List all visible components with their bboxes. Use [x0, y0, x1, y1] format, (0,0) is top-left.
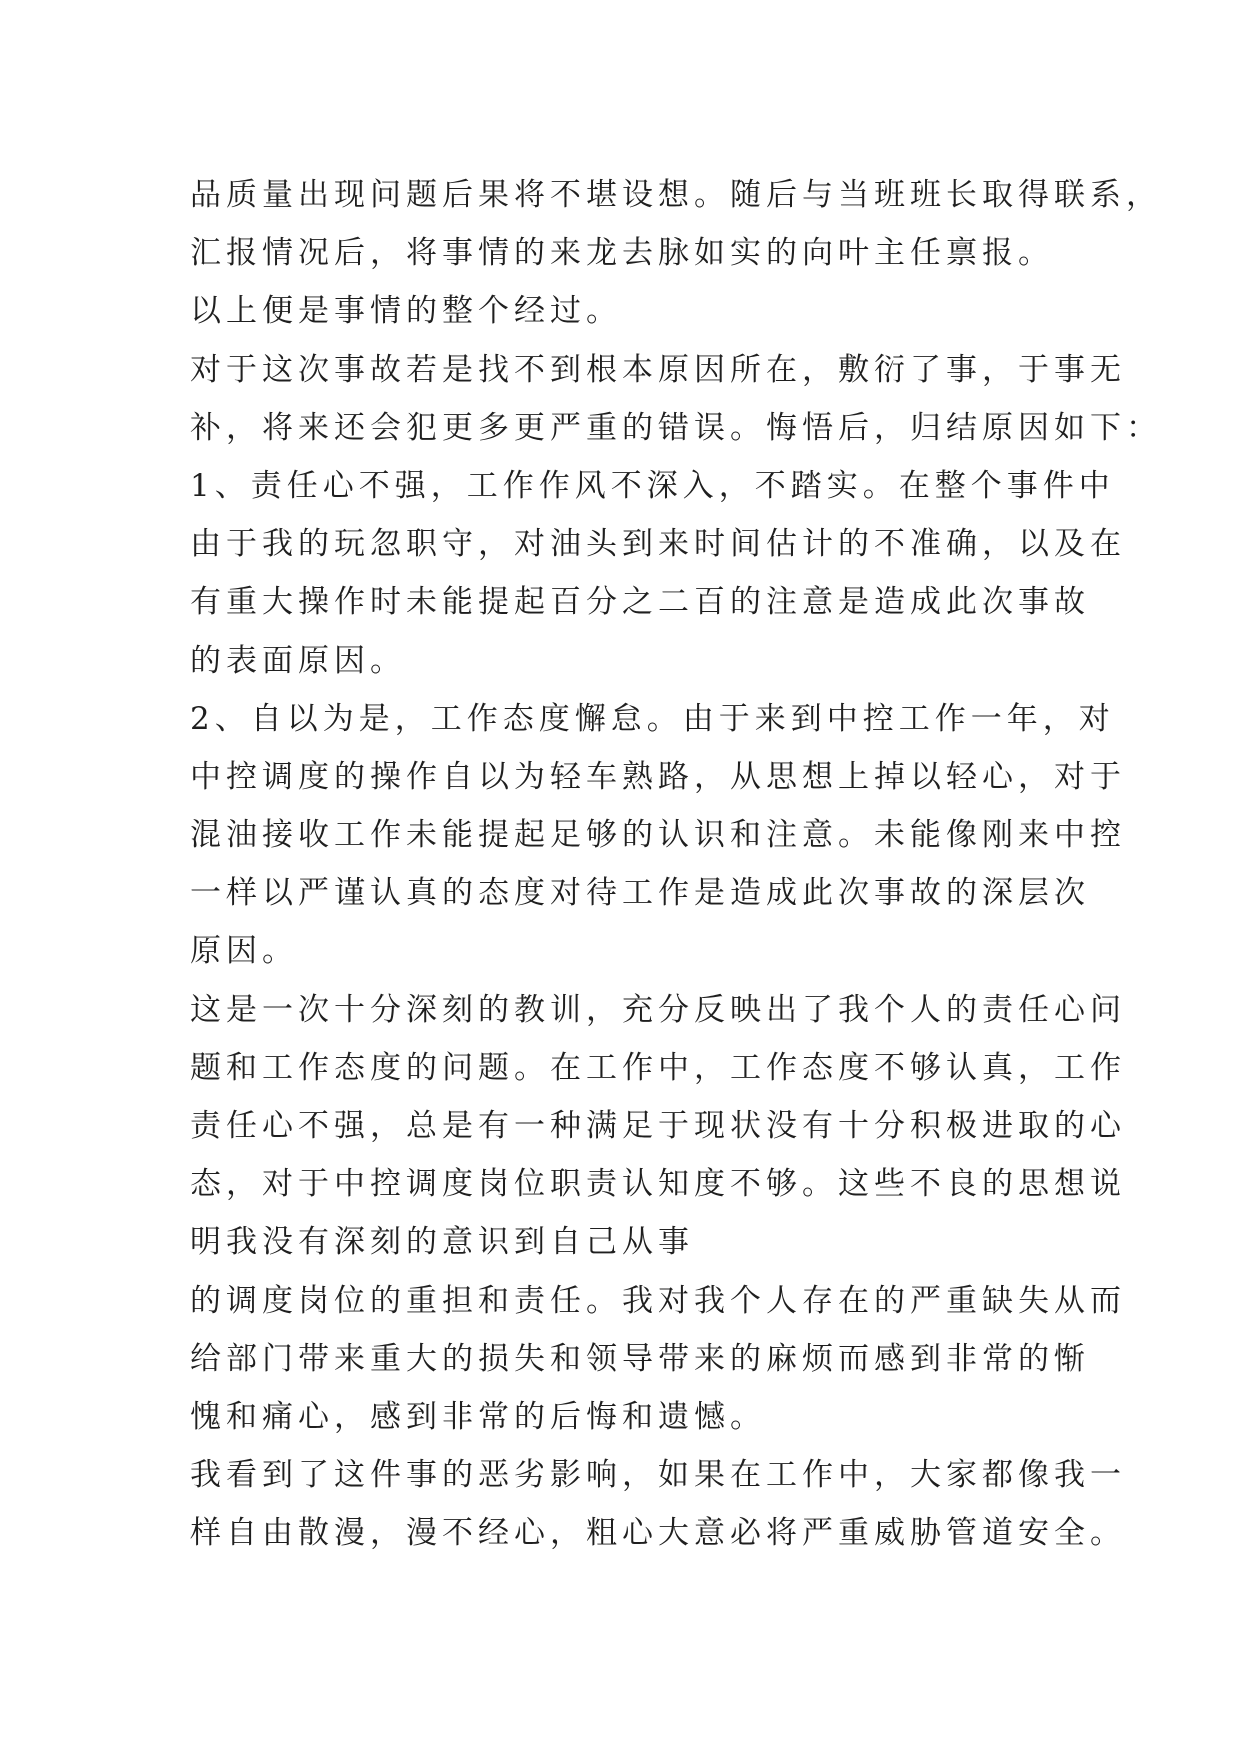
text-line: 对于这次事故若是找不到根本原因所在，敷衍了事，于事无 [190, 351, 1126, 388]
body-text [190, 166, 1162, 1563]
text-line: 有重大操作时未能提起百分之二百的注意是造成此次事故 [190, 584, 1090, 621]
text-line: 态，对于中控调度岗位职责认知度不够。这些不良的思想说 [190, 1166, 1126, 1203]
text-line: 样自由散漫，漫不经心，粗心大意必将严重威胁管道安全。 [190, 1515, 1126, 1552]
text-line: 2、自以为是，工作态度懈怠。由于来到中控工作一年，对 [190, 700, 1115, 737]
text-line: 的表面原因。 [190, 642, 406, 679]
text-line: 汇报情况后，将事情的来龙去脉如实的向叶主任禀报。 [190, 235, 1054, 272]
text-line: 责任心不强，总是有一种满足于现状没有十分积极进取的心 [190, 1108, 1126, 1144]
text-line: 的调度岗位的重担和责任。我对我个人存在的严重缺失从而 [190, 1282, 1126, 1319]
text-line: 明我没有深刻的意识到自己从事 [190, 1224, 694, 1261]
text-line: 给部门带来重大的损失和领导带来的麻烦而感到非常的惭 [190, 1340, 1090, 1377]
text-line: 品质量出现问题后果将不堪设想。随后与当班班长取得联系， [190, 177, 1162, 213]
text-line: 混油接收工作未能提起足够的认识和注意。未能像刚来中控 [190, 817, 1126, 854]
text-line: 原因。 [190, 933, 298, 970]
text-line: 补，将来还会犯更多更严重的错误。悔悟后，归结原因如下： [190, 409, 1162, 446]
text-line: 我看到了这件事的恶劣影响，如果在工作中，大家都像我一 [190, 1457, 1126, 1494]
text-line: 愧和痛心，感到非常的后悔和遗憾。 [190, 1398, 766, 1435]
text-line: 由于我的玩忽职守，对油头到来时间估计的不准确，以及在 [190, 526, 1126, 563]
text-line: 题和工作态度的问题。在工作中，工作态度不够认真，工作 [190, 1049, 1126, 1086]
text-line: 中控调度的操作自以为轻车熟路，从思想上掉以轻心，对于 [190, 758, 1126, 795]
text-line: 这是一次十分深刻的教训，充分反映出了我个人的责任心问 [190, 991, 1126, 1028]
text-line: 一样以严谨认真的态度对待工作是造成此次事故的深层次 [190, 875, 1090, 912]
text-line: 以上便是事情的整个经过。 [190, 293, 622, 330]
text-line: 1、责任心不强，工作作风不深入，不踏实。在整个事件中 [190, 467, 1115, 504]
